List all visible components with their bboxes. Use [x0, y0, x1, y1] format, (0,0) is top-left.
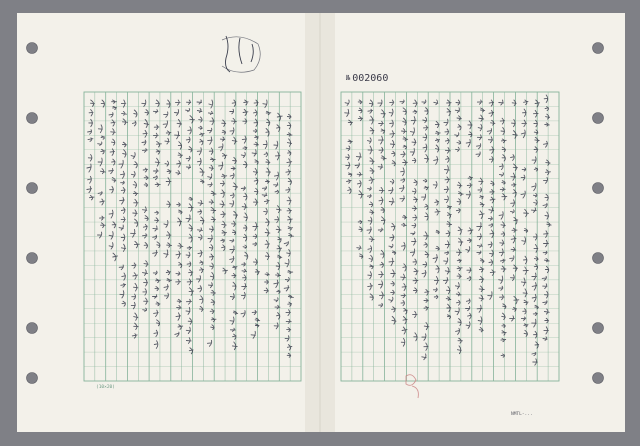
binder-hole	[27, 253, 38, 264]
binder-hole	[593, 323, 604, 334]
binder-hole	[593, 373, 604, 384]
manuscript-pages	[17, 13, 625, 432]
binder-hole	[27, 43, 38, 54]
binder-hole	[27, 183, 38, 194]
archive-ref: NMTL-...	[511, 412, 533, 417]
binder-hole	[27, 323, 38, 334]
right-page-grid	[341, 92, 559, 381]
binder-hole	[27, 373, 38, 384]
binder-hole	[27, 113, 38, 124]
sheet-code: (10×20)	[96, 385, 115, 390]
binder-hole	[593, 43, 604, 54]
binder-hole	[593, 113, 604, 124]
serial-prefix: №	[346, 74, 351, 82]
binder-hole	[593, 253, 604, 264]
binder-hole	[593, 183, 604, 194]
serial-number	[346, 73, 388, 84]
serial-digits: 002060	[352, 73, 389, 84]
